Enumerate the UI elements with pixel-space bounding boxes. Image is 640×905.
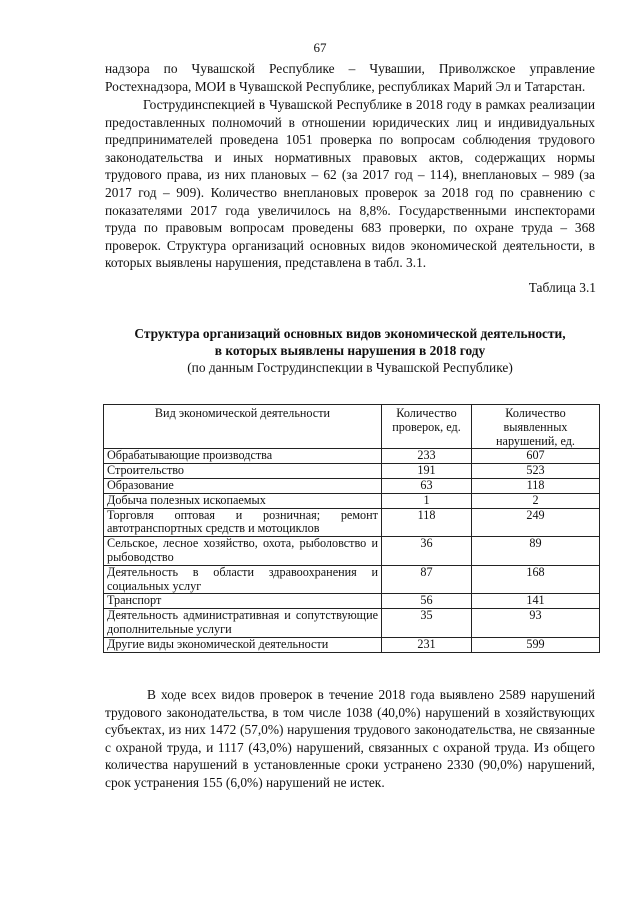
table-header-row xyxy=(104,405,600,449)
table-row xyxy=(104,537,600,566)
inspections-cell: 63 xyxy=(382,478,472,493)
inspections-cell: 35 xyxy=(382,609,472,638)
violations-cell: 93 xyxy=(472,609,600,638)
header-activity: Вид экономической деятельности xyxy=(104,405,382,449)
violations-cell: 118 xyxy=(472,478,600,493)
inspections-cell: 118 xyxy=(382,508,472,537)
violations-cell: 89 xyxy=(472,537,600,566)
activity-cell: Добыча полезных ископаемых xyxy=(104,493,382,508)
table-label: Таблица 3.1 xyxy=(528,280,596,295)
caption-title-line-1: Структура организаций основных видов экономической деятельности, xyxy=(134,326,566,341)
table-row xyxy=(104,464,600,479)
activity-cell: Образование xyxy=(104,478,382,493)
inspections-cell: 1 xyxy=(382,493,472,508)
activity-cell: Сельское, лесное хозяйство, охота, рыболовство и рыбоводство xyxy=(104,537,382,566)
activity-cell: Строительство xyxy=(104,464,382,479)
activity-cell: Обрабатывающие производства xyxy=(104,449,382,464)
table-row xyxy=(104,493,600,508)
paragraph-intro: надзора по Чувашской Республике – Чувашии, Приволжское управление Ростехнадзора, МОИ в Чувашской Республике, республиках Марий Эл и Татарстан. xyxy=(105,61,595,94)
violations-cell: 2 xyxy=(472,493,600,508)
activity-cell: Другие виды экономической деятельности xyxy=(104,637,382,652)
table-row xyxy=(104,594,600,609)
table-row xyxy=(104,609,600,638)
activity-cell: Деятельность в области здравоохранения и социальных услуг xyxy=(104,565,382,594)
activity-cell: Деятельность административная и сопутствующие дополнительные услуги xyxy=(104,609,382,638)
violations-cell: 607 xyxy=(472,449,600,464)
header-inspections: Количество проверок, ед. xyxy=(382,405,472,449)
violations-table xyxy=(103,404,600,653)
inspections-cell: 36 xyxy=(382,537,472,566)
inspections-cell: 233 xyxy=(382,449,472,464)
paragraph-inspections: Гострудинспекцией в Чувашской Республике в 2018 году в рамках реализации предоставленных полномочий в отношении юридических лиц и индивидуальных предпринимателей проведена 1051 проверка по вопросам соблюдения трудового законодательства и иных нормативных правовых актов, содержащих нормы трудового права, из них плановых – 62 (за 2017 год – 114), внеплановых – 989 (за 2017 год – 909). Количество внеплановых проверок за 2018 год по сравнению с показателями 2017 года увеличилось на 8,8%. Государственными инспекторами труда по правовым вопросам проведены 683 проверки, по охране труда – 368 проверок. Структура организаций основных видов экономической деятельности, в которых выявлены нарушения, представлена в табл. 3.1. xyxy=(105,97,595,271)
table-row xyxy=(104,449,600,464)
inspections-cell: 87 xyxy=(382,565,472,594)
violations-cell: 599 xyxy=(472,637,600,652)
page-number: 67 xyxy=(313,40,327,55)
table-row xyxy=(104,637,600,652)
table-row xyxy=(104,565,600,594)
header-violations: Количество выявленных нарушений, ед. xyxy=(472,405,600,449)
caption-source: (по данным Гострудинспекции в Чувашской Республике) xyxy=(187,360,513,375)
table-body xyxy=(104,449,600,652)
violations-cell: 249 xyxy=(472,508,600,537)
caption-title-line-2: в которых выявлены нарушения в 2018 году xyxy=(214,343,486,358)
table-row xyxy=(104,508,600,537)
violations-cell: 141 xyxy=(472,594,600,609)
inspections-cell: 191 xyxy=(382,464,472,479)
activity-cell: Торговля оптовая и розничная; ремонт автотранспортных средств и мотоциклов xyxy=(104,508,382,537)
paragraph-summary: В ходе всех видов проверок в течение 2018 года выявлено 2589 нарушений трудового законодательства, в том числе 1038 (40,0%) нарушений в хозяйствующих субъектах, из них 1472 (57,0%) нарушения трудового законодательства, не связанные с охраной труда, и 1117 (43,0%) нарушений, связанных с охраной труда. Из общего количества нарушений в установленные сроки устранено 2330 (90,0%) нарушений, срок устранения 155 (6,0%) нарушений не истек. xyxy=(105,687,595,790)
table-row xyxy=(104,478,600,493)
inspections-cell: 231 xyxy=(382,637,472,652)
inspections-cell: 56 xyxy=(382,594,472,609)
activity-cell: Транспорт xyxy=(104,594,382,609)
violations-cell: 523 xyxy=(472,464,600,479)
table-caption xyxy=(100,325,600,376)
violations-cell: 168 xyxy=(472,565,600,594)
